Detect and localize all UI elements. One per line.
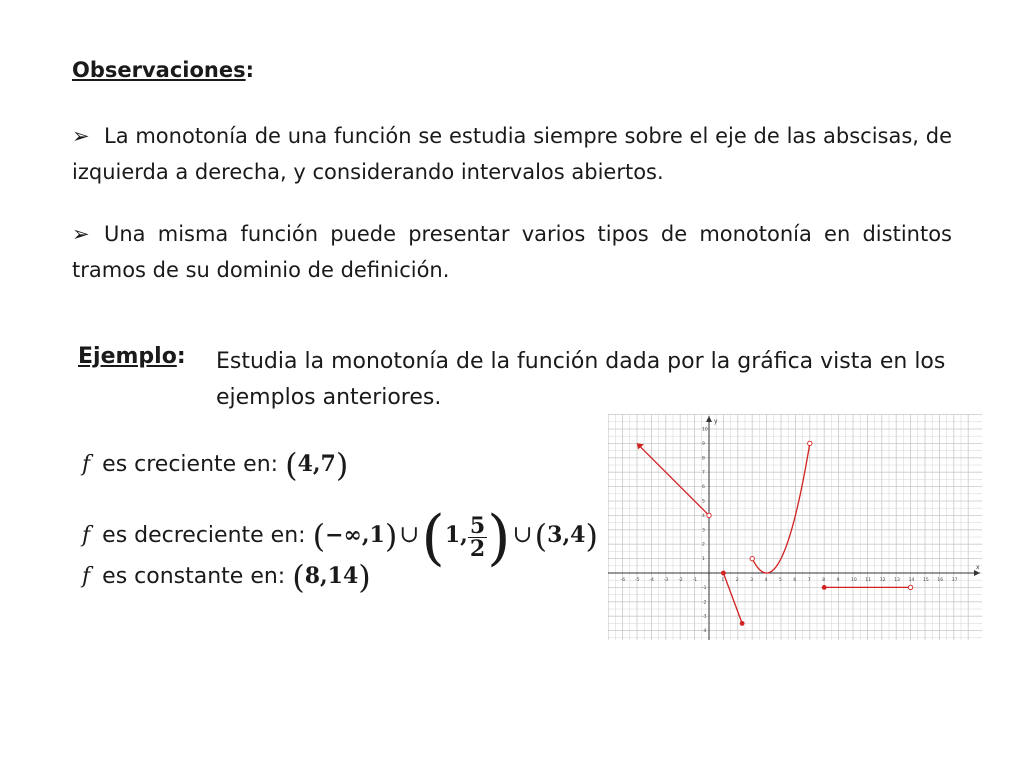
observacion-1 <box>72 118 952 190</box>
x-tick-label: 14 <box>908 578 915 583</box>
y-axis-label: y <box>714 418 718 425</box>
y-tick-label: 6 <box>702 485 705 491</box>
observacion-2 <box>72 216 952 288</box>
interval-start: 3 <box>547 522 563 548</box>
creciente-line <box>82 446 348 484</box>
close-paren: ) <box>335 446 349 484</box>
x-tick-label: 11 <box>865 578 872 583</box>
ejemplo-text: Estudia la monotonía de la función dada por la gráfica vista en los ejemplos anteriores. <box>216 349 946 410</box>
close-paren: ) <box>384 517 398 555</box>
creciente-label: es creciente en: <box>102 452 279 477</box>
big-open-paren: ( <box>421 503 445 573</box>
function-symbol: f <box>82 564 91 589</box>
y-tick-label: 5 <box>702 499 705 505</box>
function-symbol: f <box>82 523 91 548</box>
fraction-denominator: 2 <box>469 536 486 562</box>
open-point <box>707 513 711 517</box>
creciente-interval <box>285 446 349 484</box>
open-point <box>908 585 912 589</box>
y-tick-label: -1 <box>702 585 707 591</box>
close-paren: ) <box>585 517 598 555</box>
closed-point <box>740 621 745 626</box>
x-tick-label: -6 <box>620 578 626 583</box>
decreciente-intervals <box>312 503 598 573</box>
comma: , <box>312 451 321 477</box>
closed-point <box>721 571 726 576</box>
x-tick-label: 17 <box>951 578 958 583</box>
comma: , <box>562 522 571 548</box>
x-tick-label: 7 <box>807 578 811 583</box>
function-symbol: f <box>82 452 91 477</box>
x-tick-label: 3 <box>750 578 754 583</box>
x-tick-label: 2 <box>735 578 739 583</box>
x-axis-label: x <box>976 564 980 571</box>
comma: , <box>361 522 370 548</box>
union-symbol: ∪ <box>512 520 533 548</box>
y-tick-label: 2 <box>702 542 705 548</box>
interval-end: 1 <box>369 522 385 548</box>
y-tick-label: 4 <box>702 513 705 519</box>
interval-end: 4 <box>570 522 586 548</box>
decreciente-label: es decreciente en: <box>102 523 306 548</box>
y-tick-label: -3 <box>702 614 707 620</box>
fraction <box>468 515 487 560</box>
x-tick-label: -1 <box>692 578 698 583</box>
arrow-bullet-icon: ➢ <box>72 222 90 246</box>
x-tick-label: 6 <box>793 578 797 583</box>
open-point <box>808 441 812 445</box>
interval-start: 1 <box>444 522 461 548</box>
y-axis-arrow <box>706 416 712 422</box>
ejemplo-label <box>78 344 186 369</box>
x-tick-label: -4 <box>649 578 654 583</box>
y-tick-label: 7 <box>702 470 705 476</box>
open-paren: ( <box>534 517 548 555</box>
x-tick-label: 10 <box>851 578 857 583</box>
y-tick-label: 1 <box>702 557 705 563</box>
constante-interval <box>292 558 371 596</box>
interval-start: 8 <box>304 563 320 589</box>
constante-line <box>82 558 371 596</box>
x-tick-label: 1 <box>721 578 725 583</box>
observaciones-colon: : <box>245 58 255 82</box>
open-point <box>750 556 754 560</box>
observacion-1-text: La monotonía de una función se estudia siempre sobre el eje de las abscisas, de izquierda a derecha, y considerando intervalos abiertos. <box>72 124 952 184</box>
comma: , <box>460 522 468 548</box>
arrow-bullet-icon: ➢ <box>72 124 90 148</box>
x-tick-label: 15 <box>923 578 929 583</box>
x-tick-label: 12 <box>879 578 886 583</box>
close-paren: ) <box>358 558 371 596</box>
observacion-2-text: Una misma función puede presentar varios tipos de monotonía en distintos tramos de su dominio de definición. <box>72 222 952 282</box>
observaciones-title: Observaciones <box>72 58 246 82</box>
y-tick-label: 10 <box>702 427 708 433</box>
x-tick-label: 8 <box>822 578 826 583</box>
interval-start: −∞ <box>325 522 362 548</box>
function-graph <box>608 414 982 640</box>
fraction-numerator: 5 <box>469 513 486 539</box>
ejemplo-title: Ejemplo <box>78 344 177 369</box>
constante-label: es constante en: <box>102 564 286 589</box>
x-tick-label: -5 <box>635 578 640 583</box>
x-tick-label: -3 <box>663 578 669 583</box>
open-paren: ( <box>312 517 326 555</box>
ejemplo-colon: : <box>176 344 186 369</box>
x-tick-label: -2 <box>678 578 683 583</box>
comma: , <box>320 563 328 589</box>
x-tick-label: 4 <box>764 578 768 583</box>
x-tick-label: 5 <box>779 578 782 583</box>
x-tick-label: 16 <box>937 578 944 583</box>
open-paren: ( <box>292 558 305 596</box>
y-tick-label: 9 <box>702 441 705 447</box>
union-symbol: ∪ <box>399 520 420 548</box>
open-paren: ( <box>285 446 298 484</box>
big-close-paren: ) <box>487 503 511 573</box>
interval-end: 7 <box>320 451 336 477</box>
x-tick-label: 9 <box>836 578 840 583</box>
observaciones-heading <box>72 58 254 82</box>
closed-point <box>822 585 827 590</box>
x-tick-label: 13 <box>894 578 900 583</box>
y-tick-label: 8 <box>702 456 705 462</box>
y-tick-label: -4 <box>702 629 707 635</box>
y-tick-label: 3 <box>702 528 705 534</box>
y-tick-label: -2 <box>702 600 707 606</box>
interval-end: 14 <box>327 563 359 589</box>
interval-start: 4 <box>297 451 313 477</box>
